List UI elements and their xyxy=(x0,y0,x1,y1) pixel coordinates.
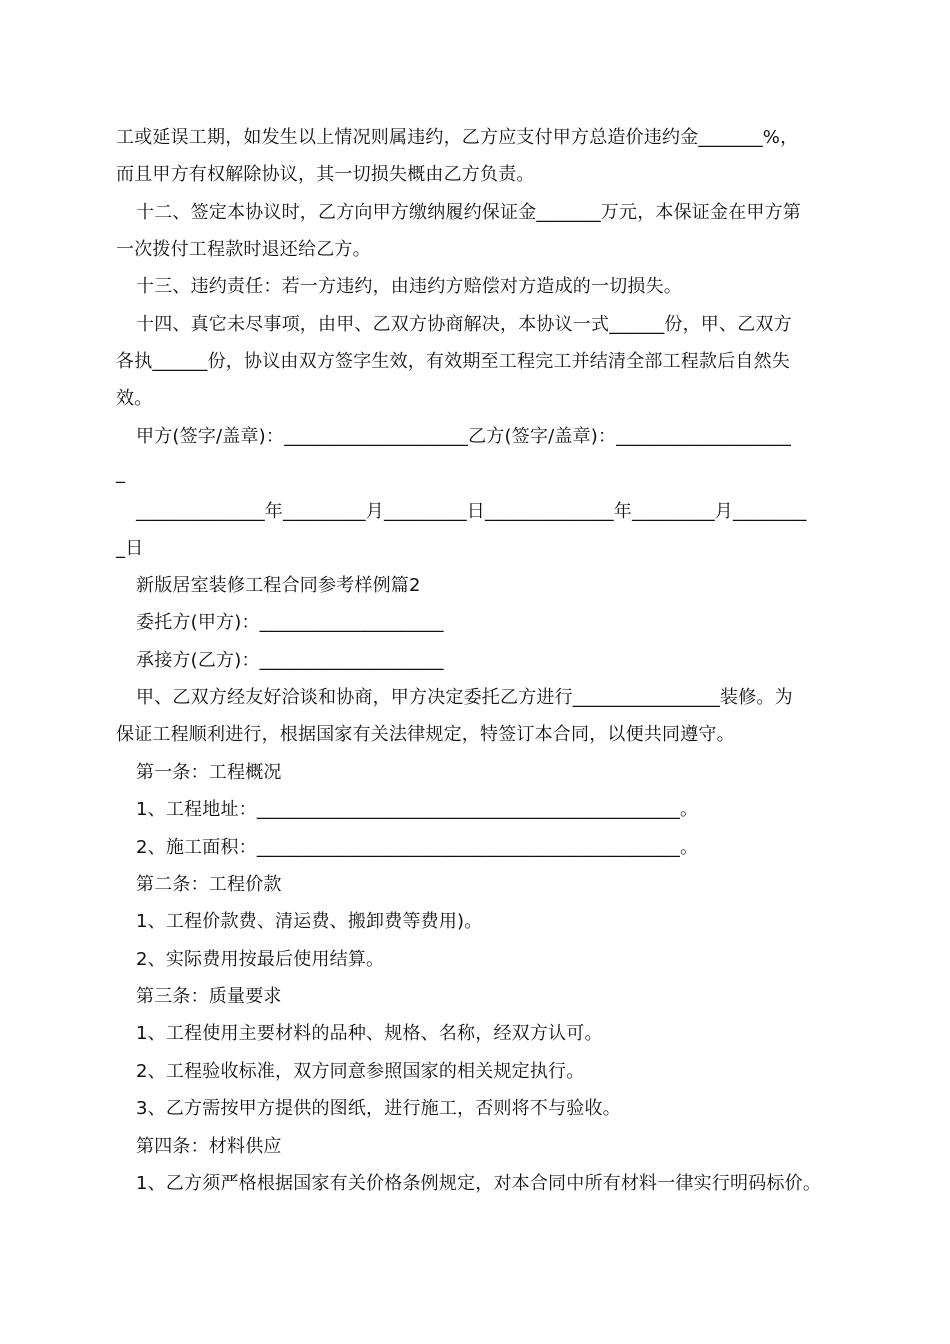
text-line: 十三、违约责任：若一方违约，由违约方赔偿对方造成的一切损失。 xyxy=(136,276,682,297)
text-line: 十二、签定本协议时，乙方向甲方缴纳履约保证金_______万元，本保证金在甲方第 xyxy=(136,202,801,223)
list-item: 2、施工面积：______________________________________________。 xyxy=(136,837,699,858)
text-line: 效。 xyxy=(116,388,153,409)
text-line: 一次拨付工程款时退还给乙方。 xyxy=(116,239,371,260)
text-line: 甲、乙双方经友好洽谈和协商，甲方决定委托乙方进行________________装修。为 xyxy=(136,687,793,708)
list-item: 2、实际费用按最后使用结算。 xyxy=(136,949,385,970)
list-item: 1、乙方须严格根据国家有关价格条例规定，对本合同中所有材料一律实行明码标价。 xyxy=(136,1173,822,1194)
list-item: 2、工程验收标准，双方同意参照国家的相关规定执行。 xyxy=(136,1061,585,1082)
party-b-line: 承接方(乙方)：____________________ xyxy=(136,650,444,671)
text-line: 工或延误工期，如发生以上情况则属违约，乙方应支付甲方总造价违约金_______%， xyxy=(116,127,799,148)
text-line: _日 xyxy=(116,538,144,559)
list-item: 3、乙方需按甲方提供的图纸，进行施工，否则将不与验收。 xyxy=(136,1098,621,1119)
text-line: 而且甲方有权解除协议，其一切损失概由乙方负责。 xyxy=(116,164,535,185)
list-item: 1、工程使用主要材料的品种、规格、名称，经双方认可。 xyxy=(136,1023,603,1044)
date-line: ______________年_________月_________日______________年_________月________ xyxy=(136,501,807,522)
article-heading: 第一条：工程概况 xyxy=(136,762,282,783)
article-heading: 第三条：质量要求 xyxy=(136,986,282,1007)
text-line: _ xyxy=(116,463,126,484)
signature-line: 甲方(签字/盖章)：____________________乙方(签字/盖章)：___________________ xyxy=(136,426,792,447)
text-line: 十四、真它未尽事项，由甲、乙双方协商解决，本协议一式______份，甲、乙双方 xyxy=(136,314,792,335)
section-title: 新版居室装修工程合同参考样例篇2 xyxy=(136,575,421,596)
party-a-line: 委托方(甲方)：____________________ xyxy=(136,612,444,633)
list-item: 1、工程地址：______________________________________________。 xyxy=(136,799,699,820)
article-heading: 第二条：工程价款 xyxy=(136,874,282,895)
article-heading: 第四条：材料供应 xyxy=(136,1136,282,1157)
text-line: 各执______份，协议由双方签字生效，有效期至工程完工并结清全部工程款后自然失 xyxy=(116,351,790,372)
list-item: 1、工程价款费、清运费、搬卸费等费用)。 xyxy=(136,911,483,932)
text-line: 保证工程顺利进行，根据国家有关法律规定，特签订本合同，以便共同遵守。 xyxy=(116,724,735,745)
